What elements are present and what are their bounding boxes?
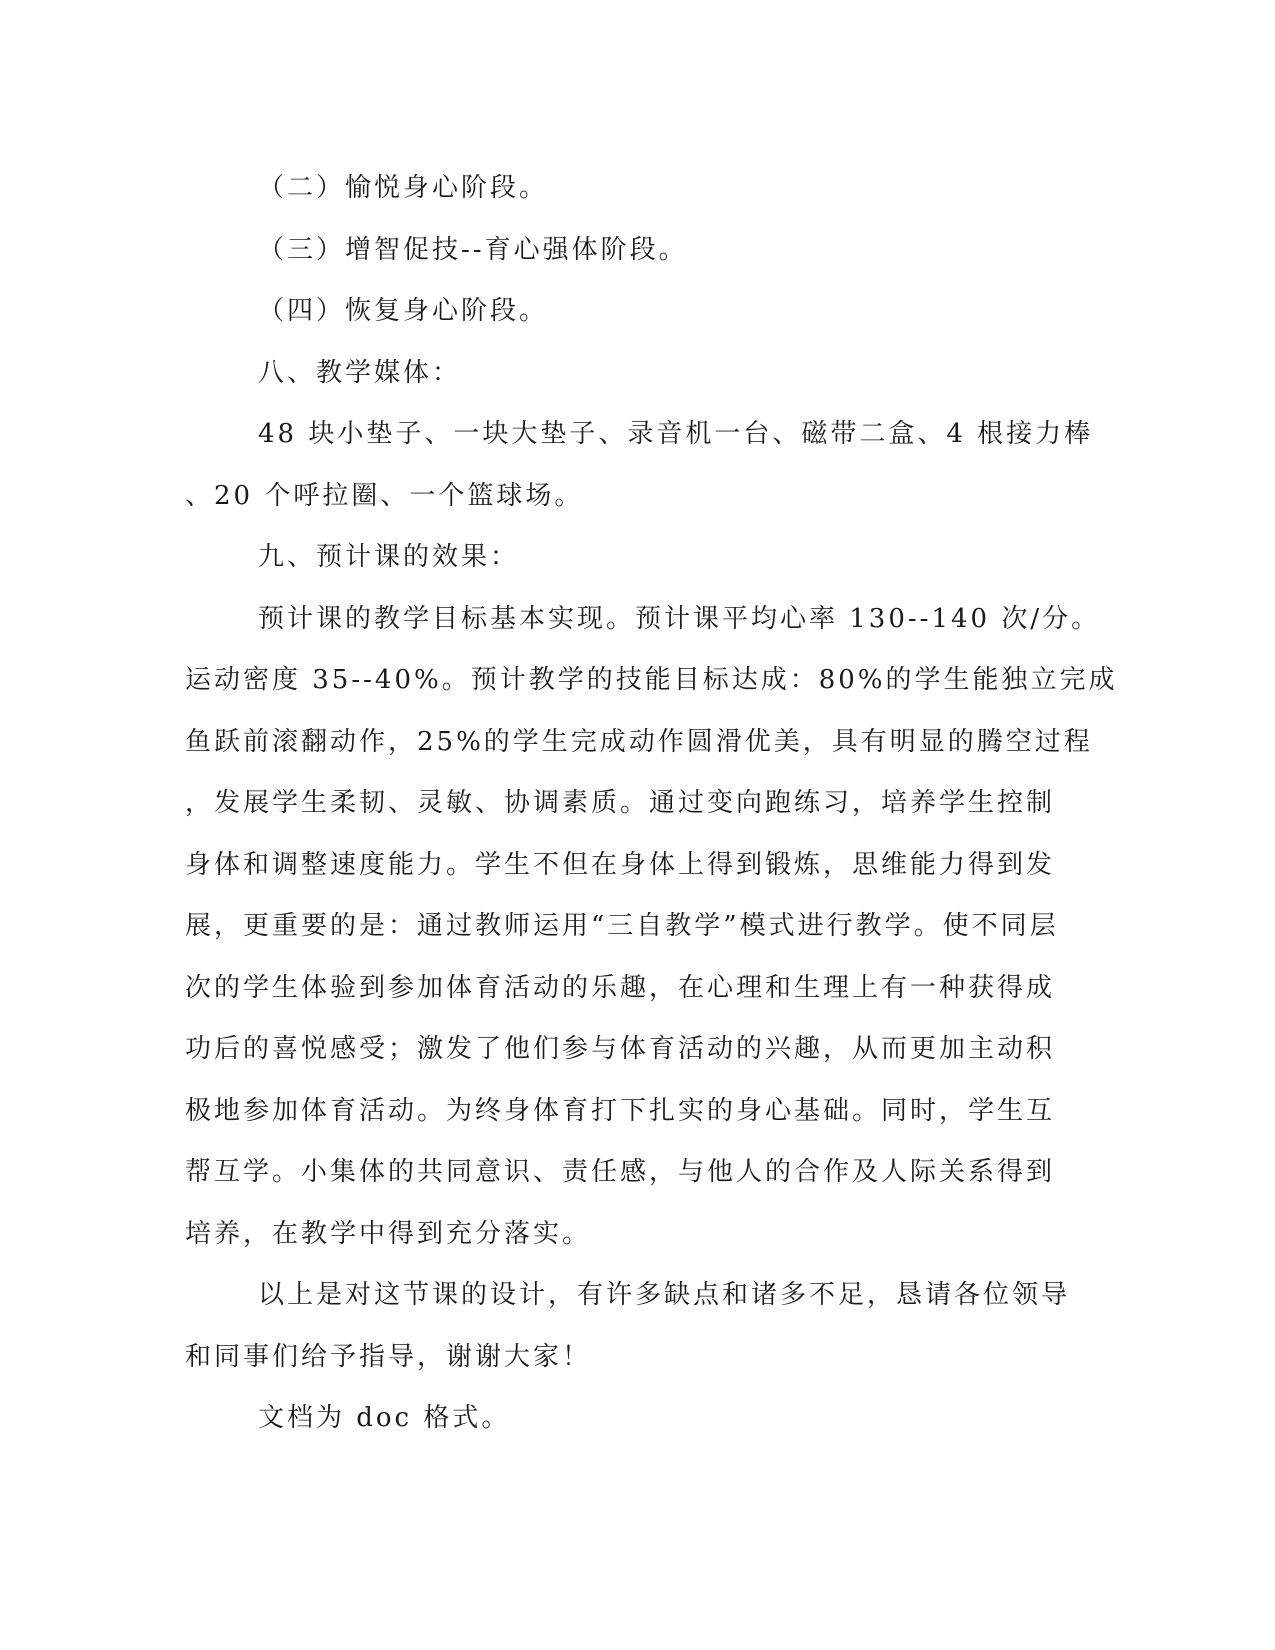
text-line: （三）增智促技--育心强体阶段。 (258, 234, 688, 265)
text-line: （二）愉悦身心阶段。 (258, 173, 549, 203)
text-line: 48 块小垫子、一块大垫子、录音机一台、磁带二盒、4 根接力棒 (258, 419, 1094, 449)
text-line: 身体和调整速度能力。学生不但在身体上得到锻炼，思维能力得到发 (185, 849, 1056, 880)
text-line: 以上是对这节课的设计，有许多缺点和诸多不足，恳请各位领导 (258, 1280, 1071, 1310)
text-line: ，发展学生柔韧、灵敏、协调素质。通过变向跑练习，培养学生控制 (185, 788, 1056, 818)
text-line: 培养，在教学中得到充分落实。 (185, 1218, 592, 1249)
text-line: 帮互学。小集体的共同意识、责任感，与他人的合作及人际关系得到 (185, 1157, 1056, 1187)
section-heading: 九、预计课的效果： (258, 542, 520, 572)
text-line: 鱼跃前滚翻动作，25%的学生完成动作圆滑优美，具有明显的腾空过程 (185, 726, 1093, 757)
text-line: 极地参加体育活动。为终身体育打下扎实的身心基础。同时，学生互 (185, 1095, 1056, 1126)
document-body (185, 158, 1118, 1450)
text-line: 次的学生体验到参加体育活动的乐趣，在心理和生理上有一种获得成 (185, 972, 1056, 1003)
text-line: 和同事们给予指导，谢谢大家！ (185, 1341, 592, 1372)
text-line: （四）恢复身心阶段。 (258, 296, 549, 326)
text-line: 预计课的教学目标基本实现。预计课平均心率 130--140 次/分。 (258, 603, 1101, 634)
text-line: 文档为 doc 格式。 (258, 1403, 511, 1433)
section-heading: 八、教学媒体： (258, 357, 462, 388)
text-line: 功后的喜悦感受；激发了他们参与体育活动的兴趣，从而更加主动积 (185, 1034, 1056, 1064)
text-line: 运动密度 35--40%。预计教学的技能目标达成：80%的学生能独立完成 (185, 665, 1118, 695)
text-line: 展，更重要的是：通过教师运用“三自教学”模式进行教学。使不同层 (185, 911, 1059, 941)
text-line: 、20 个呼拉圈、一个篮球场。 (185, 480, 584, 511)
